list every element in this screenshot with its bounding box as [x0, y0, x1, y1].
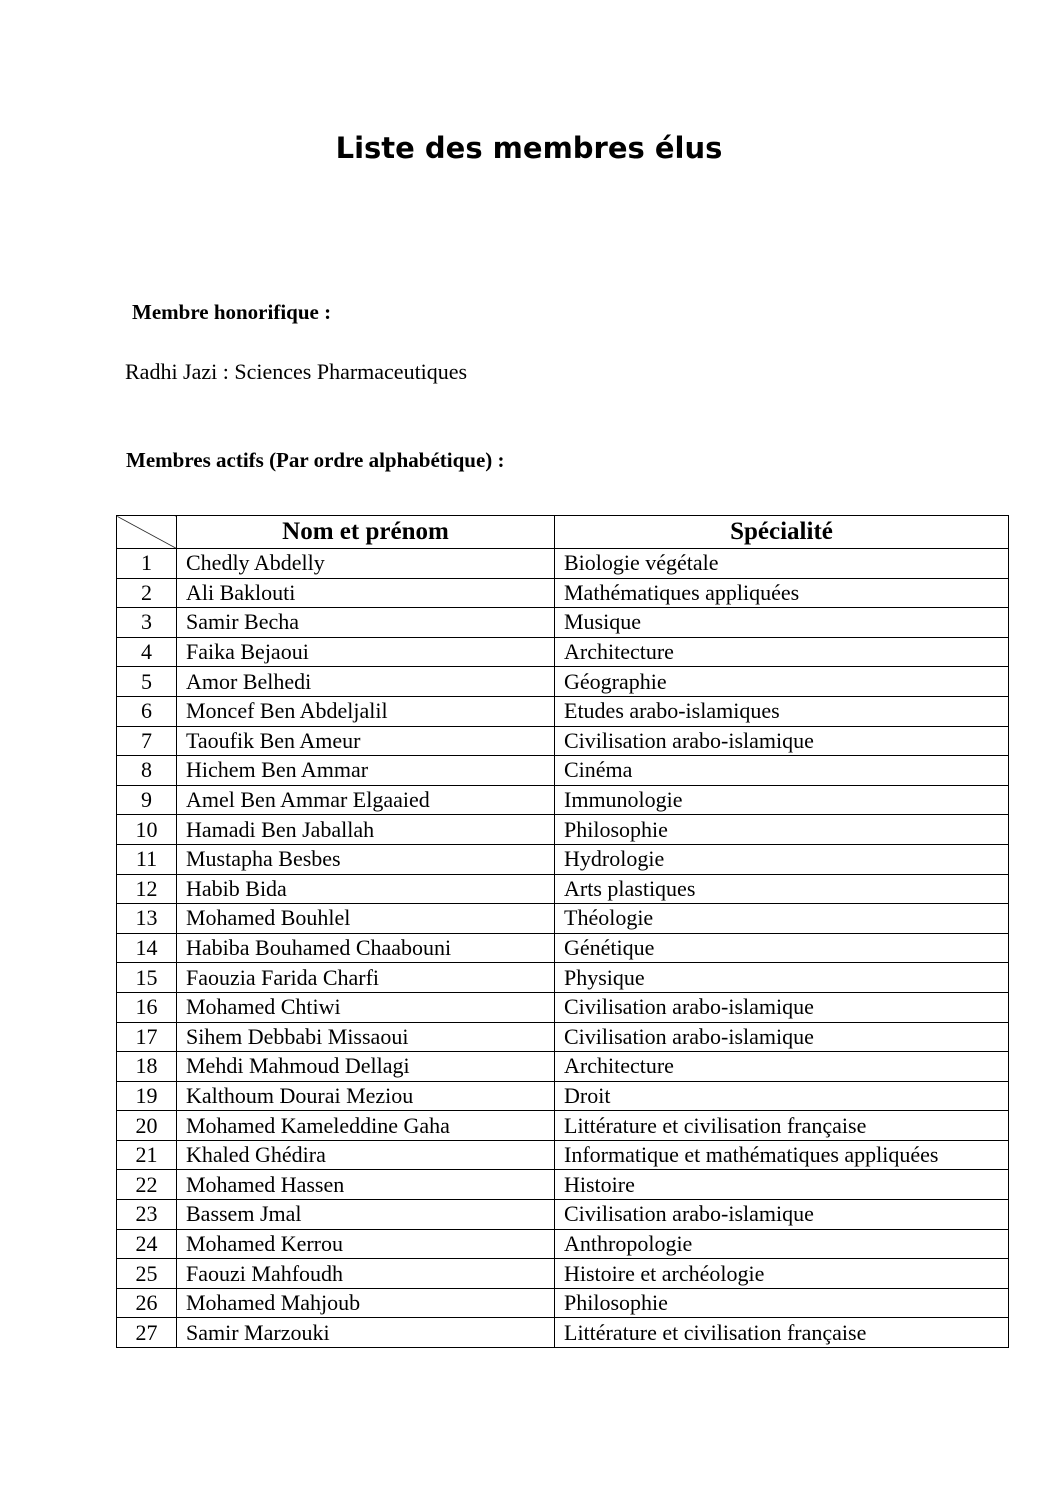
- table-row: [117, 1259, 1009, 1289]
- table-row: [117, 933, 1009, 963]
- member-name: Habib Bida: [177, 874, 555, 904]
- member-specialty: Architecture: [555, 637, 1009, 667]
- member-specialty: Droit: [555, 1081, 1009, 1111]
- honorary-member-label: Membre honorifique :: [132, 300, 332, 324]
- row-number: 8: [117, 756, 177, 786]
- member-specialty: Physique: [555, 963, 1009, 993]
- table-row: [117, 904, 1009, 934]
- member-name: Kalthoum Dourai Meziou: [177, 1081, 555, 1111]
- table-header-row: [117, 516, 1009, 549]
- table-row: [117, 756, 1009, 786]
- member-name: Mohamed Kerrou: [177, 1229, 555, 1259]
- table-row: [117, 963, 1009, 993]
- members-table: [116, 515, 1009, 1348]
- table-row: [117, 1229, 1009, 1259]
- row-number: 20: [117, 1111, 177, 1141]
- member-name: Faouzia Farida Charfi: [177, 963, 555, 993]
- row-number: 22: [117, 1170, 177, 1200]
- table-row: [117, 874, 1009, 904]
- row-number: 10: [117, 815, 177, 845]
- member-specialty: Anthropologie: [555, 1229, 1009, 1259]
- row-number: 6: [117, 696, 177, 726]
- member-specialty: Théologie: [555, 904, 1009, 934]
- table-row: [117, 1170, 1009, 1200]
- member-name: Mohamed Mahjoub: [177, 1288, 555, 1318]
- table-row: [117, 549, 1009, 579]
- member-specialty: Etudes arabo-islamiques: [555, 696, 1009, 726]
- member-specialty: Philosophie: [555, 815, 1009, 845]
- member-name: Hamadi Ben Jaballah: [177, 815, 555, 845]
- member-specialty: Civilisation arabo-islamique: [555, 1022, 1009, 1052]
- row-number: 16: [117, 992, 177, 1022]
- table-row: [117, 1022, 1009, 1052]
- row-number: 26: [117, 1288, 177, 1318]
- row-number: 9: [117, 785, 177, 815]
- member-name: Faouzi Mahfoudh: [177, 1259, 555, 1289]
- table-row: [117, 1081, 1009, 1111]
- table-row: [117, 667, 1009, 697]
- member-name: Amor Belhedi: [177, 667, 555, 697]
- row-number: 1: [117, 549, 177, 579]
- member-name: Hichem Ben Ammar: [177, 756, 555, 786]
- table-row: [117, 1052, 1009, 1082]
- member-name: Mohamed Hassen: [177, 1170, 555, 1200]
- row-number: 11: [117, 844, 177, 874]
- member-specialty: Littérature et civilisation française: [555, 1111, 1009, 1141]
- member-specialty: Hydrologie: [555, 844, 1009, 874]
- member-specialty: Géographie: [555, 667, 1009, 697]
- table-row: [117, 1318, 1009, 1348]
- member-specialty: Mathématiques appliquées: [555, 578, 1009, 608]
- table-row: [117, 785, 1009, 815]
- table-row: [117, 844, 1009, 874]
- member-specialty: Civilisation arabo-islamique: [555, 726, 1009, 756]
- row-number: 17: [117, 1022, 177, 1052]
- row-number: 4: [117, 637, 177, 667]
- table-row: [117, 608, 1009, 638]
- member-name: Mohamed Kameleddine Gaha: [177, 1111, 555, 1141]
- members-table-body: [117, 549, 1009, 1348]
- row-number: 15: [117, 963, 177, 993]
- member-specialty: Civilisation arabo-islamique: [555, 1200, 1009, 1230]
- member-name: Faika Bejaoui: [177, 637, 555, 667]
- row-number: 18: [117, 1052, 177, 1082]
- table-row: [117, 726, 1009, 756]
- table-row: [117, 578, 1009, 608]
- row-number: 13: [117, 904, 177, 934]
- row-number: 12: [117, 874, 177, 904]
- page-title: Liste des membres élus: [335, 131, 723, 165]
- member-specialty: Philosophie: [555, 1288, 1009, 1318]
- row-number: 27: [117, 1318, 177, 1348]
- member-name: Ali Baklouti: [177, 578, 555, 608]
- row-number: 14: [117, 933, 177, 963]
- member-name: Amel Ben Ammar Elgaaied: [177, 785, 555, 815]
- member-specialty: Architecture: [555, 1052, 1009, 1082]
- member-name: Bassem Jmal: [177, 1200, 555, 1230]
- column-header-name: Nom et prénom: [177, 516, 555, 549]
- member-name: Mohamed Chtiwi: [177, 992, 555, 1022]
- member-name: Habiba Bouhamed Chaabouni: [177, 933, 555, 963]
- row-number: 3: [117, 608, 177, 638]
- member-specialty: Biologie végétale: [555, 549, 1009, 579]
- active-members-label: Membres actifs (Par ordre alphabétique) :: [126, 448, 505, 472]
- table-row: [117, 1288, 1009, 1318]
- row-number: 19: [117, 1081, 177, 1111]
- member-name: Taoufik Ben Ameur: [177, 726, 555, 756]
- row-number: 2: [117, 578, 177, 608]
- member-name: Mehdi Mahmoud Dellagi: [177, 1052, 555, 1082]
- row-number: 23: [117, 1200, 177, 1230]
- member-specialty: Génétique: [555, 933, 1009, 963]
- row-number: 25: [117, 1259, 177, 1289]
- member-specialty: Arts plastiques: [555, 874, 1009, 904]
- member-specialty: Musique: [555, 608, 1009, 638]
- member-specialty: Histoire et archéologie: [555, 1259, 1009, 1289]
- column-header-specialty: Spécialité: [555, 516, 1009, 549]
- table-row: [117, 992, 1009, 1022]
- table-row: [117, 1111, 1009, 1141]
- member-specialty: Informatique et mathématiques appliquées: [555, 1140, 1009, 1170]
- row-number: 7: [117, 726, 177, 756]
- member-specialty: Immunologie: [555, 785, 1009, 815]
- corner-diagonal-cell: [117, 516, 177, 549]
- member-name: Mohamed Bouhlel: [177, 904, 555, 934]
- member-specialty: Civilisation arabo-islamique: [555, 992, 1009, 1022]
- table-row: [117, 1200, 1009, 1230]
- row-number: 5: [117, 667, 177, 697]
- member-name: Sihem Debbabi Missaoui: [177, 1022, 555, 1052]
- honorary-member-entry: Radhi Jazi : Sciences Pharmaceutiques: [125, 359, 468, 384]
- member-specialty: Cinéma: [555, 756, 1009, 786]
- row-number: 24: [117, 1229, 177, 1259]
- member-name: Moncef Ben Abdeljalil: [177, 696, 555, 726]
- member-specialty: Histoire: [555, 1170, 1009, 1200]
- member-name: Khaled Ghédira: [177, 1140, 555, 1170]
- table-row: [117, 696, 1009, 726]
- member-name: Chedly Abdelly: [177, 549, 555, 579]
- member-name: Samir Becha: [177, 608, 555, 638]
- member-name: Samir Marzouki: [177, 1318, 555, 1348]
- table-row: [117, 637, 1009, 667]
- row-number: 21: [117, 1140, 177, 1170]
- member-name: Mustapha Besbes: [177, 844, 555, 874]
- member-specialty: Littérature et civilisation française: [555, 1318, 1009, 1348]
- table-row: [117, 1140, 1009, 1170]
- table-row: [117, 815, 1009, 845]
